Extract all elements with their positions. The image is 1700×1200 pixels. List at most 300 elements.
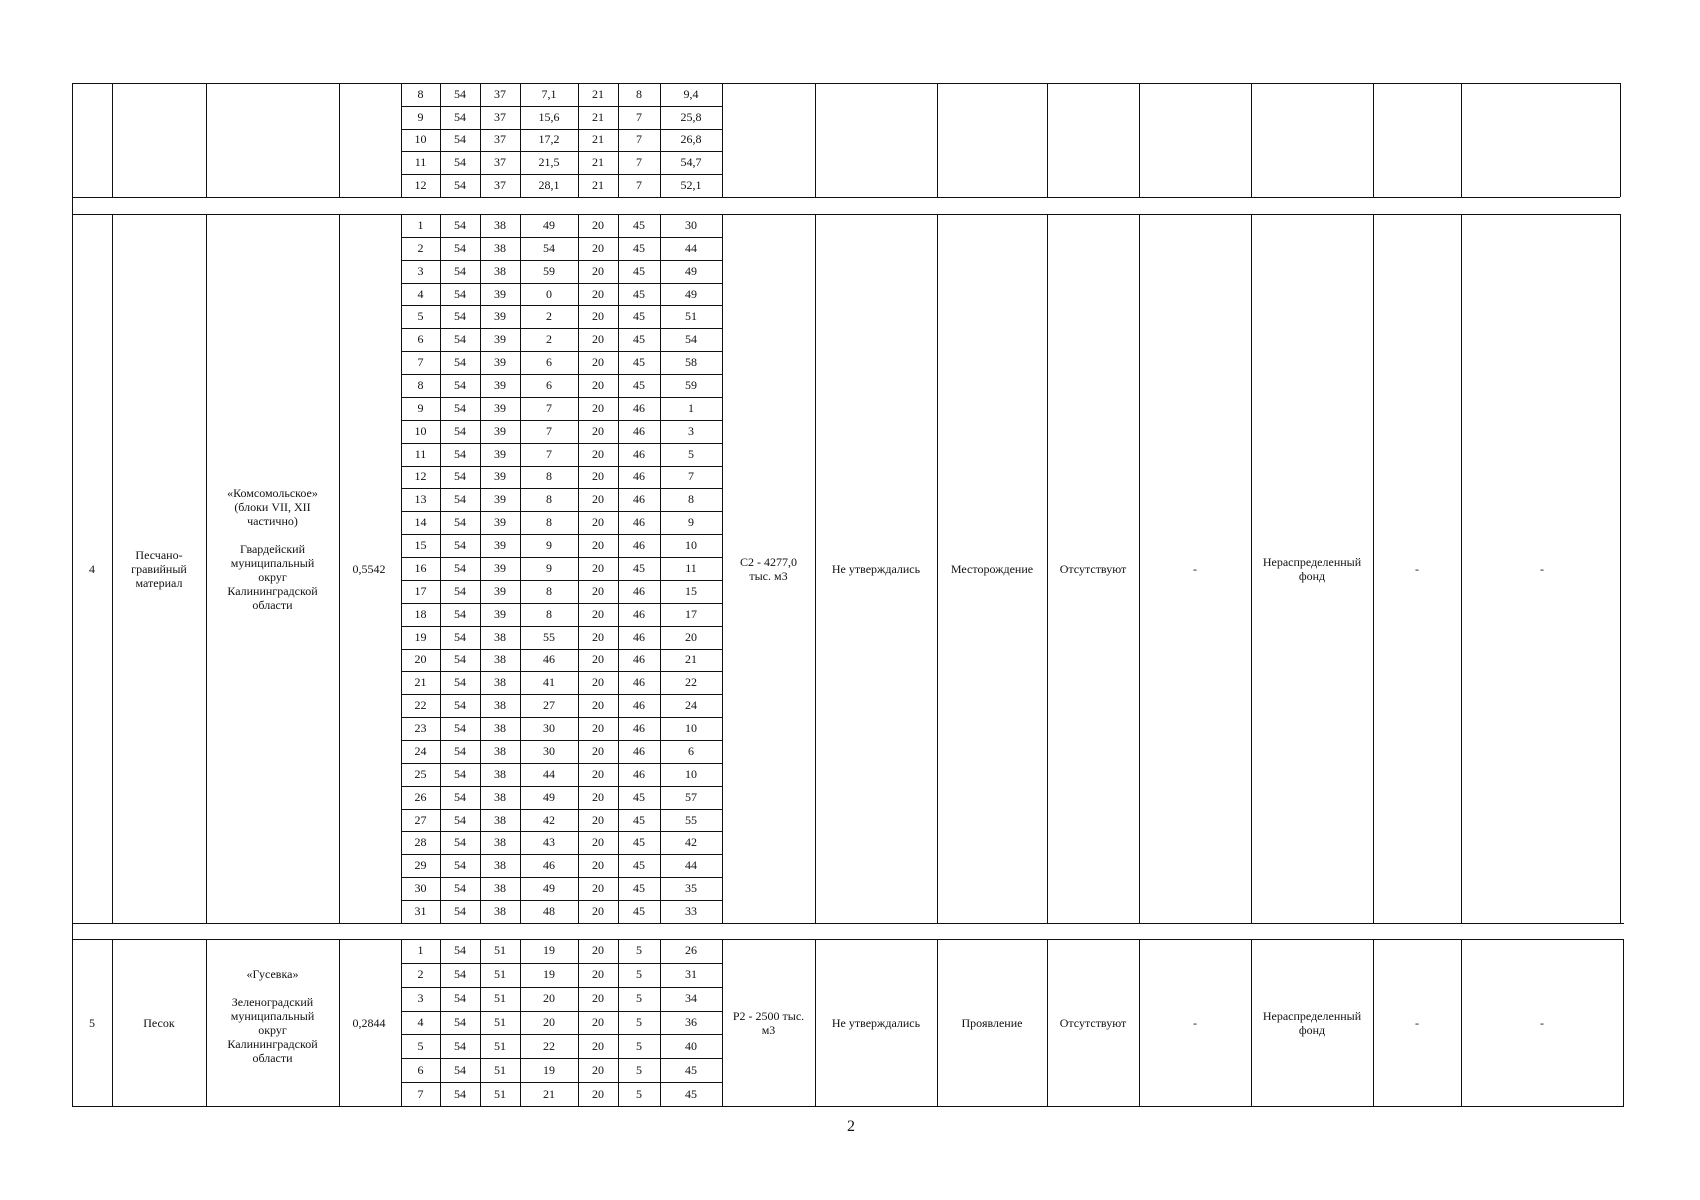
point-number: 19 [414, 629, 427, 644]
coordinate-value: 54 [454, 721, 466, 736]
coordinate-value: 55 [543, 629, 555, 644]
coordinate-value: 20 [592, 400, 604, 415]
point-number: 25 [414, 766, 427, 781]
coordinate-value: 20 [543, 991, 555, 1006]
coordinate-value: 15 [685, 583, 697, 598]
coordinate-value: 45 [633, 240, 645, 255]
coordinate-value: 45 [633, 904, 645, 919]
coordinate-value: 36 [685, 1015, 697, 1029]
coordinate-value: 38 [494, 881, 506, 896]
object-type: Месторождение [950, 561, 1034, 576]
coordinate-value: 51 [494, 1015, 506, 1029]
coordinate-value: 20 [592, 332, 604, 347]
coordinate-value: 20 [592, 991, 604, 1006]
coordinate-value: 54 [454, 812, 466, 827]
coordinate-value: 54 [454, 86, 466, 101]
coordinate-value: 7 [636, 155, 642, 170]
column-11-value: - [1415, 561, 1419, 576]
coordinate-value: 6 [546, 355, 552, 370]
coordinate-value: 43 [543, 835, 555, 850]
coordinate-value: 37 [494, 155, 506, 170]
coordinate-value: 41 [543, 675, 555, 690]
point-number: 3 [417, 991, 424, 1006]
coordinate-value: 54 [454, 1038, 466, 1053]
coordinate-value: 20 [685, 629, 697, 644]
deposit-name: «Комсомольское» (блоки VII, XII частично) Гвардейский муниципальный округ Калининградской области [227, 485, 318, 612]
coordinate-value: 20 [592, 675, 604, 690]
coordinate-value: 46 [633, 515, 645, 530]
coordinate-value: 21 [592, 132, 604, 147]
point-number: 3 [417, 263, 424, 278]
point-number: 14 [414, 515, 427, 530]
coordinate-value: 20 [592, 721, 604, 736]
coordinate-value: 54 [454, 675, 466, 690]
coordinate-value: 21 [592, 109, 604, 124]
coordinate-value: 54 [454, 789, 466, 804]
coordinate-value: 54 [454, 109, 466, 124]
coordinate-value: 38 [494, 263, 506, 278]
coordinate-value: 45 [685, 1086, 697, 1101]
column-9-value: - [1193, 561, 1197, 576]
coordinate-value: 48 [543, 904, 555, 919]
point-number: 1 [417, 217, 424, 232]
point-number: 8 [417, 86, 424, 101]
coordinate-value: 7 [546, 423, 552, 438]
table-right-border [1620, 83, 1621, 197]
coordinate-value: 46 [633, 766, 645, 781]
coordinate-value: 46 [633, 538, 645, 553]
coordinate-value: 38 [494, 217, 506, 232]
coordinate-value: 20 [592, 835, 604, 850]
coordinate-value: 38 [494, 835, 506, 850]
coordinate-value: 54 [454, 469, 466, 484]
coordinate-value: 7 [546, 400, 552, 415]
column-12-value: - [1540, 561, 1544, 576]
coordinate-value: 8 [546, 469, 552, 484]
coordinate-value: 37 [494, 178, 506, 193]
coordinate-value: 39 [494, 492, 506, 507]
coordinate-value: 1 [688, 400, 694, 415]
coordinate-value: 9 [546, 538, 552, 553]
coordinate-value: 20 [592, 355, 604, 370]
coordinate-value: 20 [592, 606, 604, 621]
fund-status: Нераспределенный фонд [1262, 1008, 1362, 1037]
coordinate-value: 51 [494, 967, 506, 982]
coordinate-value: 9 [546, 560, 552, 575]
coordinate-value: 20 [592, 1015, 604, 1029]
coordinate-value: 17,2 [538, 132, 560, 147]
coordinate-value: 54 [454, 515, 466, 530]
coordinate-value: 20 [592, 515, 604, 530]
coordinate-value: 45 [633, 789, 645, 804]
coordinate-value: 11 [685, 560, 697, 575]
coordinate-value: 20 [592, 446, 604, 461]
coordinate-value: 54 [454, 766, 466, 781]
coordinate-value: 44 [685, 240, 697, 255]
point-number: 4 [417, 286, 424, 301]
coordinate-value: 54 [454, 606, 466, 621]
coordinate-value: 45 [633, 286, 645, 301]
coordinate-value: 7 [636, 109, 642, 124]
coordinate-value: 39 [494, 606, 506, 621]
coordinate-value: 38 [494, 240, 506, 255]
coordinate-value: 45 [633, 263, 645, 278]
coordinate-value: 28,1 [538, 178, 560, 193]
coordinate-value: 6 [688, 743, 694, 758]
table-top-border [72, 83, 1620, 84]
coordinate-value: 20 [592, 1086, 604, 1101]
coordinate-value: 59 [543, 263, 555, 278]
column-divider [1373, 83, 1374, 197]
point-number: 4 [417, 1015, 424, 1029]
coordinate-value: 39 [494, 400, 506, 415]
coordinate-value: 20 [592, 629, 604, 644]
coordinate-value: 7 [636, 132, 642, 147]
coordinate-value: 5 [636, 1038, 642, 1053]
column-divider [1461, 83, 1462, 197]
point-number: 5 [417, 309, 424, 324]
coordinate-value: 49 [685, 286, 697, 301]
coordinate-value: 22 [543, 1038, 555, 1053]
coordinate-value: 38 [494, 721, 506, 736]
point-number: 6 [417, 332, 424, 347]
point-number: 22 [414, 698, 427, 713]
column-divider [1139, 83, 1140, 197]
coordinate-value: 20 [592, 263, 604, 278]
coordinate-value: 7 [688, 469, 694, 484]
coordinate-value: 5 [636, 1086, 642, 1101]
coordinate-value: 54 [543, 240, 555, 255]
coordinate-value: 46 [633, 698, 645, 713]
coordinate-value: 39 [494, 469, 506, 484]
point-number: 12 [414, 178, 427, 193]
coordinate-value: 51 [494, 1038, 506, 1053]
coordinate-value: 45 [633, 217, 645, 232]
reserves-status: Не утверждались [831, 1015, 921, 1030]
coordinate-value: 38 [494, 698, 506, 713]
coordinate-value: 46 [633, 492, 645, 507]
point-number: 30 [414, 881, 427, 896]
area-value: 0,2844 [352, 1015, 386, 1030]
coordinate-value: 26 [685, 943, 697, 958]
coordinate-value: 26,8 [680, 132, 702, 147]
coordinate-value: 54 [454, 943, 466, 958]
coordinate-value: 39 [494, 332, 506, 347]
coordinate-value: 38 [494, 904, 506, 919]
coordinate-value: 8 [636, 86, 642, 101]
coordinate-value: 20 [592, 943, 604, 958]
coordinate-value: 51 [685, 309, 697, 324]
coordinate-value: 8 [546, 492, 552, 507]
point-number: 7 [417, 355, 424, 370]
coordinate-value: 34 [685, 991, 697, 1006]
coordinate-value: 54 [454, 858, 466, 873]
coordinate-value: 15,6 [538, 109, 560, 124]
coordinate-value: 27 [543, 698, 555, 713]
row-number: 5 [89, 1015, 95, 1030]
point-number: 24 [414, 743, 427, 758]
coordinate-value: 5 [636, 967, 642, 982]
coordinate-value: 20 [592, 583, 604, 598]
column-divider [339, 83, 340, 197]
point-number: 2 [417, 240, 424, 255]
point-number: 6 [417, 1062, 424, 1077]
coordinate-value: 45 [633, 332, 645, 347]
coordinate-value: 39 [494, 446, 506, 461]
coordinate-value: 39 [494, 355, 506, 370]
coordinate-value: 24 [685, 698, 697, 713]
point-number: 23 [414, 721, 427, 736]
coordinate-value: 21 [592, 155, 604, 170]
coordinate-value: 20 [592, 240, 604, 255]
coordinate-value: 20 [592, 652, 604, 667]
coordinate-value: 51 [494, 1062, 506, 1077]
coordinate-value: 37 [494, 86, 506, 101]
coordinate-value: 54 [454, 355, 466, 370]
coordinate-value: 8 [688, 492, 694, 507]
coordinate-value: 21,5 [538, 155, 560, 170]
point-number: 10 [414, 132, 427, 147]
object-type: Проявление [961, 1015, 1023, 1030]
coordinate-value: 54 [454, 286, 466, 301]
coordinate-value: 20 [592, 378, 604, 392]
table-bottom-border [72, 1106, 1624, 1107]
coordinate-value: 54 [454, 1086, 466, 1101]
coordinate-value: 9 [688, 515, 694, 530]
coordinate-value: 52,1 [680, 178, 702, 193]
coordinate-value: 54 [454, 378, 466, 392]
point-number: 11 [414, 446, 427, 461]
point-number: 8 [417, 378, 424, 392]
coordinate-value: 42 [685, 835, 697, 850]
coordinate-value: 55 [685, 812, 697, 827]
coordinate-value: 46 [633, 675, 645, 690]
coordinate-value: 39 [494, 286, 506, 301]
coordinate-value: 20 [592, 967, 604, 982]
coordinate-value: 20 [592, 492, 604, 507]
point-number: 17 [414, 583, 427, 598]
coordinate-value: 19 [543, 943, 555, 958]
coordinate-value: 8 [546, 583, 552, 598]
point-number: 11 [414, 155, 427, 170]
coordinate-value: 2 [546, 332, 552, 347]
coordinate-value: 2 [546, 309, 552, 324]
coordinate-value: 59 [685, 378, 697, 392]
coordinate-value: 54 [454, 967, 466, 982]
fund-status: Нераспределенный фонд [1262, 554, 1362, 583]
coordinate-value: 0 [546, 286, 552, 301]
coordinate-value: 54 [454, 400, 466, 415]
coordinate-value: 45 [633, 881, 645, 896]
coordinate-value: 39 [494, 583, 506, 598]
column-divider [815, 83, 816, 197]
coordinate-value: 38 [494, 858, 506, 873]
coordinate-value: 20 [592, 789, 604, 804]
coordinate-value: 46 [633, 743, 645, 758]
point-number: 20 [414, 652, 427, 667]
coordinate-value: 19 [543, 1062, 555, 1077]
point-number: 21 [414, 675, 427, 690]
coordinate-value: 37 [494, 109, 506, 124]
coordinate-value: 21 [685, 652, 697, 667]
coordinate-value: 54,7 [680, 155, 702, 170]
coordinate-value: 37 [494, 132, 506, 147]
point-number: 27 [414, 812, 427, 827]
coordinate-value: 10 [685, 721, 697, 736]
area-value: 0,5542 [352, 561, 386, 576]
coordinate-value: 35 [685, 881, 697, 896]
column-divider [1251, 83, 1252, 197]
coordinate-value: 20 [592, 286, 604, 301]
coordinate-value: 5 [636, 1062, 642, 1077]
coordinate-value: 20 [592, 538, 604, 553]
coordinate-value: 54 [454, 492, 466, 507]
column-12-value: - [1540, 1015, 1544, 1030]
coordinate-value: 57 [685, 789, 697, 804]
coordinate-value: 7 [636, 178, 642, 193]
coordinate-value: 20 [592, 469, 604, 484]
coordinate-value: 49 [685, 263, 697, 278]
point-number: 31 [414, 904, 427, 919]
coordinate-value: 30 [543, 721, 555, 736]
table-right-border [1623, 939, 1624, 1106]
coordinate-value: 54 [685, 332, 697, 347]
page-number: 2 [847, 1118, 855, 1135]
coordinate-value: 44 [543, 766, 555, 781]
coordinate-value: 39 [494, 309, 506, 324]
coordinate-value: 54 [454, 309, 466, 324]
point-number: 9 [417, 400, 424, 415]
coordinate-value: 45 [633, 858, 645, 873]
point-number: 9 [417, 109, 424, 124]
coordinate-value: 8 [546, 515, 552, 530]
coordinate-value: 6 [546, 378, 552, 392]
coordinate-value: 20 [592, 1038, 604, 1053]
coordinate-value: 45 [633, 835, 645, 850]
coordinate-value: 54 [454, 446, 466, 461]
column-divider [206, 83, 207, 197]
point-number: 16 [414, 560, 427, 575]
coordinate-value: 17 [685, 606, 697, 621]
mineral-type: Песок [143, 1015, 175, 1030]
coordinate-value: 38 [494, 675, 506, 690]
coordinate-value: 39 [494, 515, 506, 530]
coordinate-value: 5 [688, 446, 694, 461]
coordinate-value: 20 [592, 423, 604, 438]
coordinate-value: 21 [592, 86, 604, 101]
column-divider [722, 83, 723, 197]
coordinate-value: 54 [454, 332, 466, 347]
coordinate-value: 5 [636, 1015, 642, 1029]
coordinate-value: 38 [494, 766, 506, 781]
point-number: 26 [414, 789, 427, 804]
coordinate-value: 46 [633, 423, 645, 438]
coordinate-value: 45 [633, 560, 645, 575]
coordinate-value: 54 [454, 263, 466, 278]
coordinate-value: 10 [685, 766, 697, 781]
coordinate-value: 54 [454, 904, 466, 919]
coordinate-value: 54 [454, 835, 466, 850]
point-number: 7 [417, 1086, 424, 1101]
coordinate-value: 30 [543, 743, 555, 758]
coordinate-value: 45 [633, 378, 645, 392]
coordinate-value: 46 [633, 629, 645, 644]
coordinate-value: 31 [685, 967, 697, 982]
coordinate-value: 54 [454, 652, 466, 667]
point-number: 28 [414, 835, 427, 850]
coordinate-value: 8 [546, 606, 552, 621]
column-divider [112, 83, 113, 197]
coordinate-value: 45 [633, 309, 645, 324]
coordinate-value: 39 [494, 538, 506, 553]
resources: С2 - 4277,0 тыс. м3 [740, 554, 797, 583]
coordinate-value: 46 [543, 652, 555, 667]
coordinate-value: 54 [454, 560, 466, 575]
coordinate-value: 25,8 [680, 109, 702, 124]
coordinate-value: 54 [454, 132, 466, 147]
coordinate-value: 7,1 [541, 86, 557, 101]
coordinate-value: 21 [543, 1086, 555, 1101]
coordinate-value: 5 [636, 991, 642, 1006]
coordinate-value: 9,4 [683, 86, 699, 101]
coordinate-value: 20 [592, 904, 604, 919]
coordinate-value: 20 [543, 1015, 555, 1029]
deposit-name: «Гусевка» Зеленоградский муниципальный округ Калининградской области [227, 966, 318, 1065]
resources: Р2 - 2500 тыс. м3 [732, 1008, 805, 1037]
coordinate-value: 54 [454, 1015, 466, 1029]
coordinate-value: 51 [494, 991, 506, 1006]
coordinate-value: 51 [494, 1086, 506, 1101]
coordinate-value: 38 [494, 629, 506, 644]
coordinate-value: 20 [592, 812, 604, 827]
point-number: 12 [414, 469, 427, 484]
coordinate-value: 49 [543, 789, 555, 804]
column-11-value: - [1415, 1015, 1419, 1030]
coordinate-value: 44 [685, 858, 697, 873]
coordinate-value: 46 [633, 583, 645, 598]
coordinate-value: 40 [685, 1038, 697, 1053]
coordinate-value: 54 [454, 155, 466, 170]
column-divider [1047, 83, 1048, 197]
coordinate-value: 38 [494, 652, 506, 667]
coordinate-value: 54 [454, 743, 466, 758]
licenses: Отсутствуют [1059, 1015, 1127, 1030]
coordinate-value: 51 [494, 943, 506, 958]
coordinate-value: 38 [494, 743, 506, 758]
coordinate-value: 54 [454, 178, 466, 193]
coordinate-value: 39 [494, 378, 506, 392]
mineral-type: Песчано- гравийный материал [131, 547, 187, 590]
coordinate-value: 54 [454, 1062, 466, 1077]
point-number: 13 [414, 492, 427, 507]
coordinate-value: 39 [494, 560, 506, 575]
point-number: 15 [414, 538, 427, 553]
coordinate-value: 39 [494, 423, 506, 438]
coordinate-value: 54 [454, 583, 466, 598]
coordinate-value: 46 [633, 469, 645, 484]
coordinate-value: 45 [685, 1062, 697, 1077]
coordinate-value: 46 [633, 652, 645, 667]
coordinate-value: 20 [592, 217, 604, 232]
coordinate-value: 54 [454, 629, 466, 644]
coordinate-value: 54 [454, 698, 466, 713]
coordinate-value: 20 [592, 1062, 604, 1077]
coordinate-value: 49 [543, 217, 555, 232]
coordinate-value: 54 [454, 991, 466, 1006]
coordinate-value: 46 [633, 400, 645, 415]
column-divider [937, 83, 938, 197]
coordinate-value: 20 [592, 881, 604, 896]
